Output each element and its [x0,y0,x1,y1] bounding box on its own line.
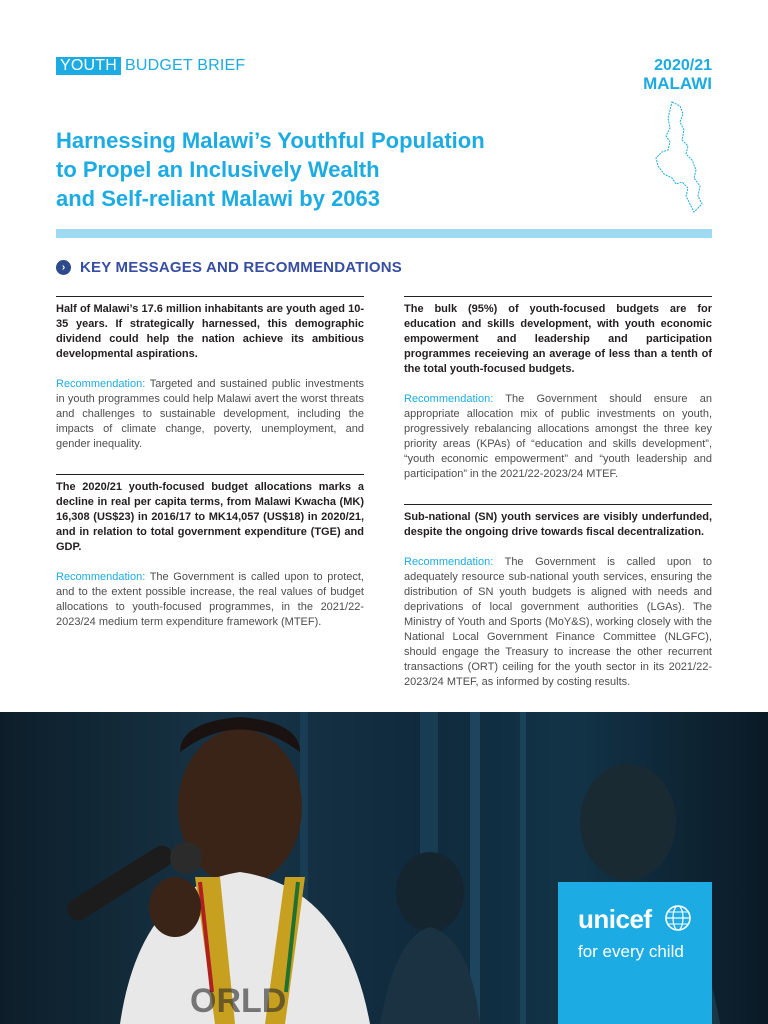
fiscal-year: 2020/21 [654,57,712,74]
recommendation [404,555,712,690]
unicef-wordmark: unicef [578,904,652,934]
key-message-4 [404,504,712,690]
key-message-1 [56,296,364,452]
recommendation-text: The Government is called upon to protect, and to the extent possible increase, the real values of budget allocations to youth-focused programmes, in the 2021/22-2023/24 medium term expenditure framework (MTEF). [56,571,364,628]
title-divider-bar [56,229,712,238]
key-message-2 [56,474,364,630]
block-divider [404,296,712,297]
recommendation-label: Recommendation: [404,393,494,405]
unicef-logo [558,882,712,1024]
key-message-text: Sub-national (SN) youth services are visibly underfunded, despite the ongoing drive towards fiscal decentralization. [404,511,712,538]
youth-tag: YOUTH [56,57,121,75]
recommendation-text: The Government should ensure an appropriate allocation mix of public investments on youth, progressively rebalancing allocations amongst the three key priority areas (KPAs) of “education and skills development”, “youth economic empowerment” and “youth leadership and participation” in the 2021/22-2023/24 MTEF. [404,393,712,480]
svg-text:ORLD: ORLD [190,982,287,1020]
recommendation [404,392,712,482]
brief-label [56,57,245,75]
chevron-right-icon: › [56,260,71,275]
title-line: Harnessing Malawi’s Youthful Population [56,128,485,153]
recommendation-label: Recommendation: [56,378,146,390]
budget-brief-label: BUDGET BRIEF [125,57,246,74]
section-heading [56,259,402,276]
globe-icon [664,904,692,932]
recommendation [56,377,364,452]
key-message-3 [404,296,712,482]
unicef-tagline: for every child [578,942,684,961]
block-divider [56,296,364,297]
malawi-map-outline [650,100,706,215]
recommendation-text: The Government is called upon to adequately resource sub-national youth services, ensuring the distribution of SN youth budgets is aligned with needs and deprivations of local government authorities (LGAs). The Ministry of Youth and Sports (MoY&S), working closely with the National Local Government Finance Committee (NLGFC), should engage the Treasury to increase the other recurrent transactions (ORT) ceiling for the youth sector in its 2021/22-2023/24 MTEF, as informed by costing results. [404,556,712,688]
block-divider [56,474,364,475]
title-line: to Propel an Inclusively Wealth [56,157,380,182]
recommendation [56,570,364,630]
recommendation-label: Recommendation: [56,571,146,583]
year-country [643,57,712,93]
block-divider [404,504,712,505]
key-message-text: The bulk (95%) of youth-focused budgets are for education and skills development, with youth economic empowerment and leadership and participation programmes receieving an average of less than a tenth of the total youth-focused budgets. [404,303,712,375]
key-message-text: Half of Malawi’s 17.6 million inhabitants are youth aged 10-35 years. If strategically harnessed, this demographic dividend could help the nation achieve its ambitious developmental aspirations. [56,303,364,360]
document-title [56,126,616,213]
recommendation-label: Recommendation: [404,556,494,568]
key-message-text: The 2020/21 youth-focused budget allocations marks a decline in real per capita terms, from Malawi Kwacha (MK) 16,308 (US$23) in 2016/17 to MK14,057 (US$18) in 2020/21, and in relation to total government expenditure (TGE) and GDP. [56,481,364,553]
section-title: KEY MESSAGES AND RECOMMENDATIONS [80,259,402,276]
country-name: MALAWI [643,74,712,93]
recommendation-text: Targeted and sustained public investments in youth programmes could help Malawi avert the worst threats and challenges to sustainable development, including the impacts of climate change, poverty, unemployment, and gender inequality. [56,378,364,450]
title-line: and Self-reliant Malawi by 2063 [56,186,381,211]
